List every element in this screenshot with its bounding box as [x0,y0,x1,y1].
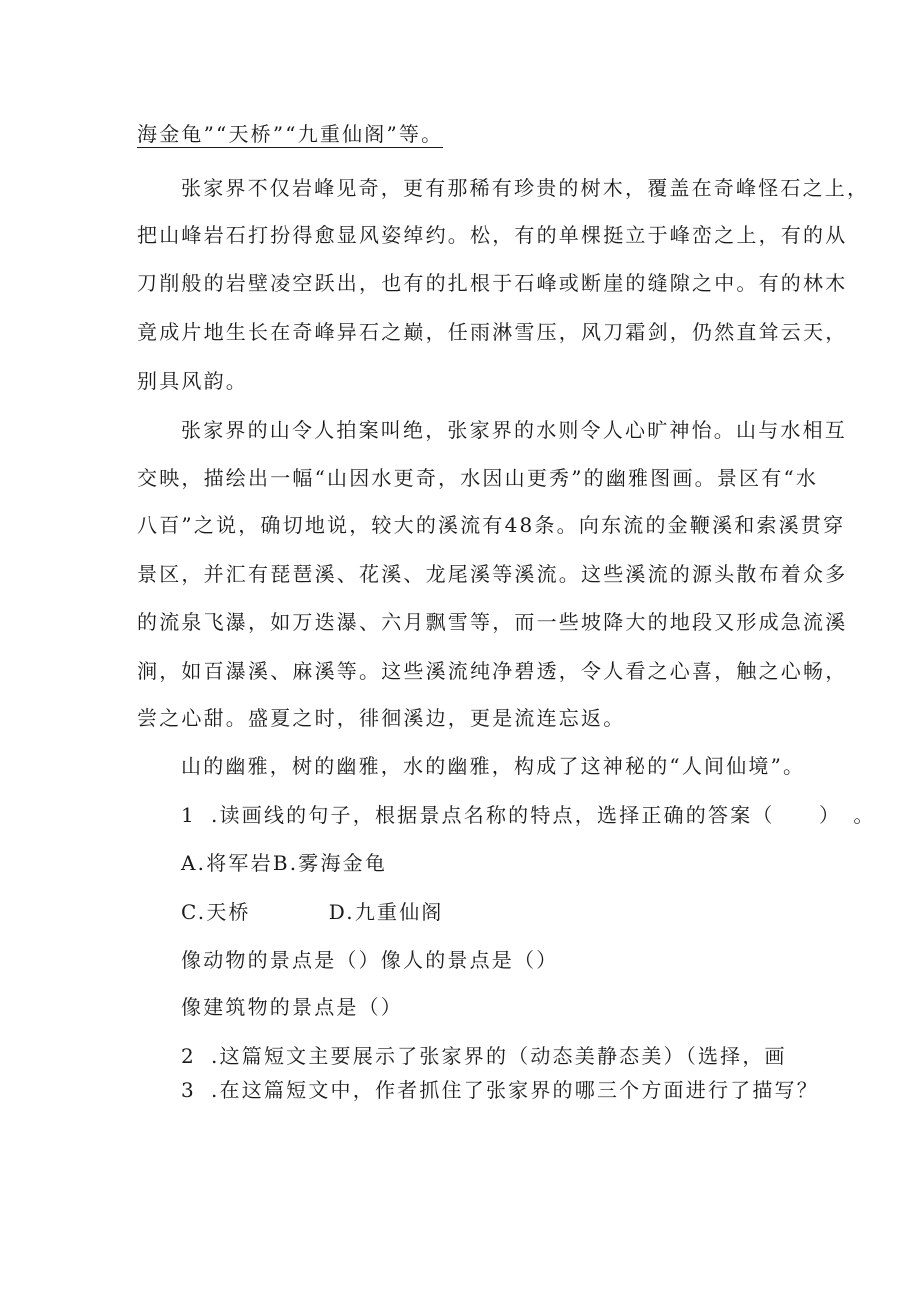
question-1 [181,803,876,827]
paragraph-line: 张家界的山令人拍案叫绝，张家界的水则令人心旷神怡。山与水相互 [181,418,847,442]
paragraph-line: 刀削般的岩壁凌空跃出，也有的扎根于石峰或断崖的缝隙之中。有的林木 [137,271,848,295]
question-number: 1 [181,803,196,827]
option-d: D.九重仙阁 [328,900,444,924]
paragraph-line: 涧，如百瀑溪、麻溪等。这些溪流纯净碧透，令人看之心喜，触之心畅， [137,659,848,683]
question-3 [181,1078,819,1102]
question-number: 2 [181,1044,196,1068]
option-b: B.雾海金龟 [272,851,388,875]
intro-line [137,122,443,146]
question-text: .读画线的句子，根据景点名称的特点，选择正确的答案（ ） 。 [211,803,876,827]
option-a: A.将军岩 [181,851,273,875]
answer-line-animal: 像动物的景点是（）像人的景点是（） [181,948,559,972]
paragraph-line: 别具风韵。 [137,369,248,393]
answer-line-building: 像建筑物的景点是（） [181,995,403,1019]
question-text: .这篇短文主要展示了张家界的（动态美静态美）（选择，画 [211,1044,787,1068]
question-2 [181,1044,787,1068]
paragraph-line: 景区，并汇有琵琶溪、花溪、龙尾溪等溪流。这些溪流的源头散布着众多 [137,562,848,586]
options-row-cd [181,900,444,924]
closing-line: 山的幽雅，树的幽雅，水的幽雅，构成了这神秘的“人间仙境”。 [181,754,806,778]
paragraph-line: 交映，描绘出一幅“山因水更奇，水因山更秀”的幽雅图画。景区有“水 [137,466,819,490]
paragraph-line: 张家界不仅岩峰见奇，更有那稀有珍贵的树木，覆盖在奇峰怪石之上， [181,176,870,200]
options-row-ab [181,851,387,875]
paragraph-line: 八百”之说，确切地说，较大的溪流有48条。向东流的金鞭溪和索溪贯穿 [137,513,846,537]
question-number: 3 [181,1078,196,1102]
option-c: C.天桥 [181,900,251,924]
underlined-sentence: 海金龟”“天桥”“九重仙阁”等。 [137,122,444,146]
paragraph-line: 尝之心甜。盛夏之时，徘徊溪边，更是流连忘返。 [137,706,626,730]
paragraph-line: 的流泉飞瀑，如万迭瀑、六月飘雪等，而一些坡降大的地段又形成急流溪 [137,610,848,634]
question-text: .在这篇短文中，作者抓住了张家界的哪三个方面进行了描写？ [211,1078,819,1102]
paragraph-line: 竟成片地生长在奇峰异石之巅，任雨淋雪压，风刀霜剑，仍然直耸云天， [137,320,848,344]
paragraph-line: 把山峰岩石打扮得愈显风姿绰约。松，有的单棵挺立于峰峦之上，有的从 [137,223,848,247]
